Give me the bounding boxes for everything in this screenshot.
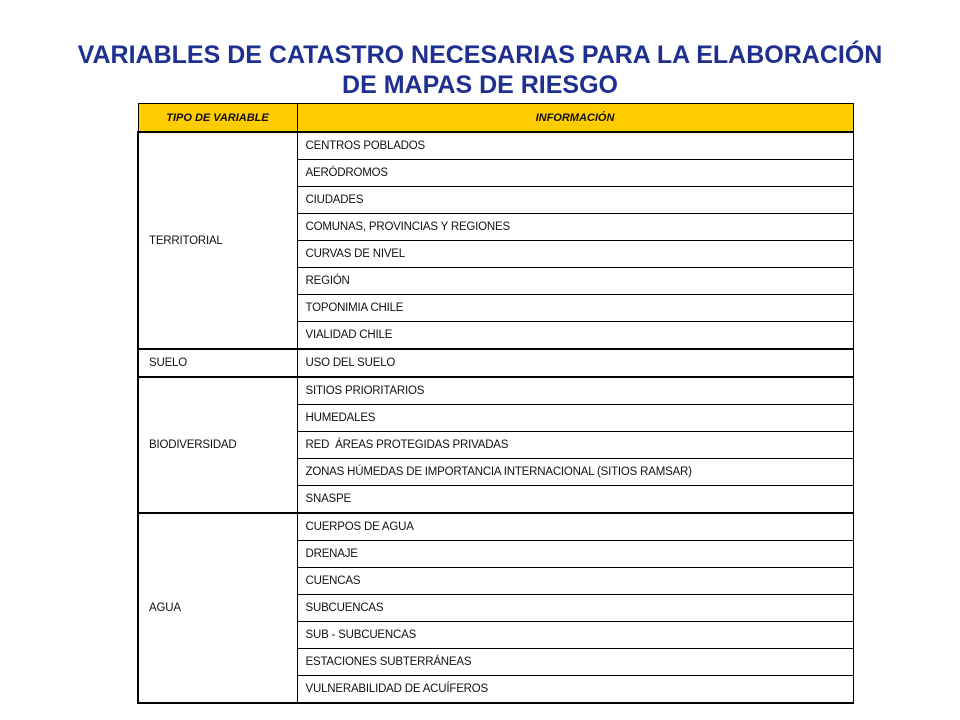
info-cell: ZONAS HÚMEDAS DE IMPORTANCIA INTERNACIONAL (SITIOS RAMSAR)	[297, 459, 853, 486]
category-territorial: TERRITORIAL	[138, 132, 297, 349]
info-cell: SUB - SUBCUENCAS	[297, 622, 853, 649]
info-cell: DRENAJE	[297, 541, 853, 568]
info-cell: SNASPE	[297, 486, 853, 514]
info-cell: HUMEDALES	[297, 405, 853, 432]
table-body	[138, 132, 853, 703]
catastro-table	[137, 103, 854, 704]
info-cell: CENTROS POBLADOS	[297, 132, 853, 160]
info-cell: SUBCUENCAS	[297, 595, 853, 622]
info-cell: CURVAS DE NIVEL	[297, 241, 853, 268]
category-biodiversidad: BIODIVERSIDAD	[138, 377, 297, 513]
table-row	[138, 513, 853, 541]
info-cell: ESTACIONES SUBTERRÁNEAS	[297, 649, 853, 676]
table-row	[138, 349, 853, 377]
info-cell: RED ÁREAS PROTEGIDAS PRIVADAS	[297, 432, 853, 459]
info-cell: TOPONIMIA CHILE	[297, 295, 853, 322]
table-row	[138, 377, 853, 405]
info-cell: VIALIDAD CHILE	[297, 322, 853, 350]
table-header-row	[138, 104, 853, 133]
header-informacion: INFORMACIÓN	[297, 104, 853, 133]
info-cell: REGIÓN	[297, 268, 853, 295]
header-tipo-de-variable: TIPO DE VARIABLE	[138, 104, 297, 133]
info-cell: COMUNAS, PROVINCIAS Y REGIONES	[297, 214, 853, 241]
title-line-2: DE MAPAS DE RIESGO	[342, 71, 618, 99]
category-suelo: SUELO	[138, 349, 297, 377]
info-cell: CUENCAS	[297, 568, 853, 595]
info-cell: CIUDADES	[297, 187, 853, 214]
title-line-1: VARIABLES DE CATASTRO NECESARIAS PARA LA ELABORACIÓN	[77, 41, 883, 69]
info-cell: AERÓDROMOS	[297, 160, 853, 187]
catastro-table-container	[137, 103, 852, 704]
table-row	[138, 132, 853, 160]
page-title	[0, 40, 960, 100]
info-cell: SITIOS PRIORITARIOS	[297, 377, 853, 405]
info-cell: CUERPOS DE AGUA	[297, 513, 853, 541]
info-cell: USO DEL SUELO	[297, 349, 853, 377]
info-cell: VULNERABILIDAD DE ACUÍFEROS	[297, 676, 853, 704]
category-agua: AGUA	[138, 513, 297, 703]
